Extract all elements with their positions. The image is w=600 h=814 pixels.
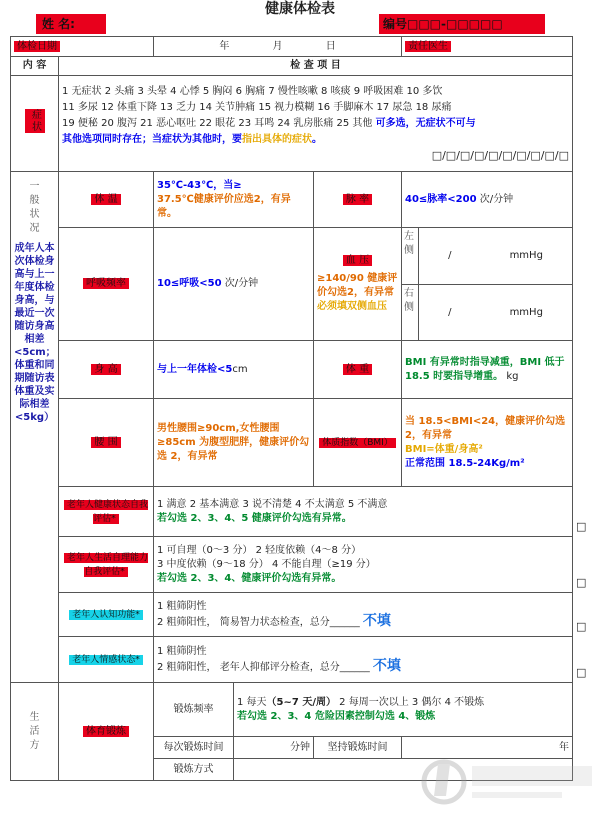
resp-unit: 次/分钟 xyxy=(224,278,259,289)
resp-value[interactable] xyxy=(154,228,314,341)
symptom-options[interactable] xyxy=(59,76,573,172)
bp-hint: ≥140/90 健康评价勾选2，有异常 xyxy=(317,273,398,298)
temp-range: 35℃-43℃，当≥ xyxy=(157,179,242,191)
weight-hint: BMI 有异常时指导减重，BMI 低于 18.5 时要指导增重。 xyxy=(405,356,565,382)
elder-mood-label-cell xyxy=(59,637,154,683)
elder-cog-label-cell xyxy=(59,593,154,637)
resp-range: 10≤呼吸<50 xyxy=(157,278,222,289)
bp-right-label: 右侧 xyxy=(402,285,419,340)
waist-label-cell xyxy=(59,399,154,487)
temp-hint: 37.5℃健康评价应选2，有异常。 xyxy=(157,193,291,219)
resp-label: 呼吸频率 xyxy=(83,278,129,289)
time-unit: 分钟 xyxy=(290,741,310,753)
temp-label-cell xyxy=(59,172,154,228)
general-label: 一般状况 xyxy=(29,181,40,234)
pulse-label-cell xyxy=(314,172,402,228)
elder-self-options[interactable] xyxy=(154,537,573,593)
elder-self-hint: 若勾选 2、3、4、健康评价勾选有异常。 xyxy=(157,572,342,584)
bmi-formula: BMI=体重/身高² xyxy=(405,443,483,455)
bp-left-slash: / xyxy=(448,250,452,261)
elder-cog-opt-1: 1 粗筛阴性 xyxy=(157,600,207,612)
doctor-label: 责任医生 xyxy=(405,41,451,52)
weight-unit: kg xyxy=(506,370,519,382)
elder-self-opt-2: 3 中度依赖（9～18 分） 4 不能自理（≥19 分） xyxy=(157,558,376,570)
height-value[interactable] xyxy=(154,341,314,399)
exercise-label-cell xyxy=(59,683,154,781)
bp-left-unit: mmHg xyxy=(509,250,543,261)
symptom-label: 症状 xyxy=(25,109,45,133)
bmi-value[interactable] xyxy=(402,399,573,487)
bp-label-cell xyxy=(314,228,402,341)
waist-hint: 男性腰围≥90cm,女性腰围≥85cm 为腹型肥胖，健康评价勾选 2，有异常 xyxy=(157,422,310,462)
time-label: 每次锻炼时间 xyxy=(154,737,234,759)
elder-cog-note: 不填 xyxy=(362,612,391,629)
page-title: 健康体检表 xyxy=(265,1,335,17)
weight-value[interactable] xyxy=(402,341,573,399)
symptom-hint-2: 其他选项同时存在；当症状为其他时，要 xyxy=(62,133,242,145)
elder-self-label: 老年人生活自理能力自我评估* xyxy=(64,553,148,577)
symptom-hint-end: 。 xyxy=(312,133,322,145)
elder-cog-opt-2: 2 粗筛阳性， 简易智力状态检查，总分 xyxy=(157,616,330,628)
bp-right-slash: / xyxy=(448,306,452,318)
height-label-cell xyxy=(59,341,154,399)
height-hint: 与上一年体检<5 xyxy=(157,363,233,375)
symptom-hint-3: 指出具体的症状 xyxy=(242,133,312,145)
general-note: 成年人本次体检身高与上一年度体检身高，与最近一次随访身高相差<5cm；体重和同期随访表体重及实际相差<5kg） xyxy=(14,243,56,423)
elder-mood-options[interactable]: 1 粗筛阴性 2 粗筛阳性， 老年人抑郁评分检查，总分______ 不填 xyxy=(154,637,573,683)
elder-self-label-cell xyxy=(59,537,154,593)
content-header: 内 容 xyxy=(11,57,59,76)
bp-value[interactable] xyxy=(402,228,573,341)
elder-self-opt-1: 1 可自理（0～3 分） 2 轻度依赖（4～8 分） xyxy=(157,544,362,556)
freq-label: 锻炼频率 xyxy=(154,683,234,737)
elder-cog-label: 老年人认知功能* xyxy=(69,610,143,620)
health-exam-table: 体检日期 年 月 日 责任医生 内 容 检 查 项 目 症状 1 无症状 2 头痛 3 头晕 4 心悸 5 胸闷 6 胸痛 7 慢性咳嗽 8 咳痰 9 呼吸困难 10 多饮 11 多尿 12 体重下降 13 乏力 14 关节肿痛 15 视力模糊 16 手脚麻木 17 尿急 18 尿痛 19 便秘 20 腹泻 21 恶心呕吐 22 眼花 23 耳鸣 24 乳房胀痛 25 其他 可多选，无症状不可与 其他选项同时存在；当症状为其他时，要指出具体的症状。 □/□/□/□/□/□/□/□/□/□ 一般状况 成年人本次体检身高与上一年度体检身高，与最近一次随访身高相差<5cm；体重和同期随访表体重及实际相差<5kg） 体 温 35℃-43℃，当≥ 37.5℃健康评价应选2，有异常。 脉 率 40≤脉率<200 次/分钟 呼吸频率 10≤呼吸<50 次/分钟 血 压 ≥140/90 健康评价勾选2，有异常 必须填双侧血压 左侧 / mmHg 右侧 / mmHg 身 高 与上一年体检<5cm 体 重 BMI 有异常时指导减重，BMI 低于 18.5 时要指导增重。 kg 腰 围 男性腰围≥90cm,女性腰围≥85cm 为腹型肥胖，健康评价勾选 2，有异常 体质指数（BMI） 当 18.5<BMI<24，健康评价勾选 2，有异常 BMI=体重/身高² 正常范围 18.5-24Kg/m² 老年人健康状态自我评估* 1 满意 2 基本满意 3 说不清楚 4 不太满意 5 不满意 若勾选 2、3、4、5 健康评价勾选有异常。 □ 老年人生活自理能力自我评估* 1 可自理（0～3 分） 2 轻度依赖（4～8 分） 3 中度依赖（9～18 分） 4 不能自理（≥19 分） 若勾选 2、3、4、健康评价勾选有异常。 □ 老年人认知功能* 1 粗筛阴性 2 粗筛阳性， 简易智力状态检查，总分______ 不填 □ 老年人情感状态* 1 粗筛阴性 2 粗筛阳性， 老年人抑郁评分检查，总分______ 不填 □ 生活方 体育锻炼 锻炼频率 1 每天（5~7 天/周） 2 每周一次以上 3 偶尔 4 不锻炼 若勾选 2、3、4 危险因素控制勾选 4、锻炼 每次锻炼时间 分钟 坚持锻炼时间 年 锻炼方式 xyxy=(10,36,573,781)
mode-label: 锻炼方式 xyxy=(154,759,234,781)
elder-health-label: 老年人健康状态自我评估* xyxy=(64,500,148,524)
id-label[interactable]: 编号□□□-□□□□□ xyxy=(379,14,545,34)
years-unit: 年 xyxy=(559,741,569,753)
elder-health-options[interactable] xyxy=(154,487,573,537)
freq-hint: 若勾选 2、3、4 危险因素控制勾选 4、锻炼 xyxy=(237,710,436,722)
elder-mood-opt-1: 1 粗筛阴性 xyxy=(157,645,207,657)
lifestyle-label-cell xyxy=(11,683,59,781)
watermark-logo-icon xyxy=(420,750,600,814)
lifestyle-label: 生活方 xyxy=(29,711,40,751)
symptom-label-cell xyxy=(11,76,59,172)
bmi-hint: 当 18.5<BMI<24，健康评价勾选 2，有异常 xyxy=(405,415,566,441)
date-row xyxy=(11,37,573,57)
bp-both-sides: 必须填双侧血压 xyxy=(317,301,387,312)
years-label: 坚持锻炼时间 xyxy=(314,737,402,759)
pulse-unit: 次/分钟 xyxy=(479,193,514,205)
time-input[interactable] xyxy=(234,737,314,759)
freq-options[interactable] xyxy=(234,683,573,737)
pulse-range: 40≤脉率<200 xyxy=(405,193,477,205)
elder-mood-note: 不填 xyxy=(372,657,401,674)
bp-right-unit: mmHg xyxy=(509,306,543,318)
weight-label: 体 重 xyxy=(343,364,372,375)
elder-health-choices: 1 满意 2 基本满意 3 说不清楚 4 不太满意 5 不满意 xyxy=(157,498,388,510)
elder-cog-options[interactable]: 1 粗筛阴性 2 粗筛阳性， 简易智力状态检查，总分______ 不填 xyxy=(154,593,573,637)
exam-date-cell xyxy=(11,37,154,57)
bmi-label-cell xyxy=(314,399,402,487)
waist-value[interactable] xyxy=(154,399,314,487)
year-label: 年 xyxy=(219,40,230,52)
weight-label-cell xyxy=(314,341,402,399)
elder-mood-opt-2: 2 粗筛阳性， 老年人抑郁评分检查，总分 xyxy=(157,661,340,673)
elder-health-hint: 若勾选 2、3、4、5 健康评价勾选有异常。 xyxy=(157,512,352,524)
elder-health-label-cell xyxy=(59,487,154,537)
symptom-line-1: 1 无症状 2 头痛 3 头晕 4 心悸 5 胸闷 6 胸痛 7 慢性咳嗽 8 咳痰 9 呼吸困难 10 多饮 xyxy=(62,85,443,97)
day-label: 日 xyxy=(325,40,336,52)
pulse-label: 脉 率 xyxy=(343,194,372,205)
exam-date-label: 体检日期 xyxy=(14,41,60,52)
symptom-line-3: 19 便秘 20 腹泻 21 恶心呕吐 22 眼花 23 耳鸣 24 乳房胀痛 25 其他 xyxy=(62,117,373,129)
general-label-cell xyxy=(11,172,59,683)
elder-mood-label: 老年人情感状态* xyxy=(69,655,143,665)
doctor-cell[interactable] xyxy=(402,37,573,57)
symptom-line-2: 11 多尿 12 体重下降 13 乏力 14 关节肿痛 15 视力模糊 16 手脚麻木 17 尿急 18 尿痛 xyxy=(62,101,452,113)
height-unit: cm xyxy=(232,363,248,375)
waist-label: 腰 围 xyxy=(91,437,120,448)
bp-label: 血 压 xyxy=(343,255,372,266)
symptom-checkboxes[interactable]: □/□/□/□/□/□/□/□/□/□ xyxy=(431,148,569,162)
symptom-hint-1: 可多选，无症状不可与 xyxy=(375,117,476,129)
temp-value[interactable] xyxy=(154,172,314,228)
bmi-label: 体质指数（BMI） xyxy=(319,438,396,448)
freq-opt-a: 1 每天 xyxy=(237,696,267,708)
date-input-cell[interactable] xyxy=(154,37,402,57)
freq-opt-c: 2 每周一次以上 3 偶尔 4 不锻炼 xyxy=(339,696,485,708)
items-header: 检 查 项 目 xyxy=(59,57,573,76)
temp-label: 体 温 xyxy=(91,194,120,205)
freq-opt-b: （5~7 天/周） xyxy=(266,696,336,708)
name-label[interactable]: 姓 名: xyxy=(36,14,106,34)
bmi-normal-range: 正常范围 18.5-24Kg/m² xyxy=(405,457,525,469)
bp-left-label: 左侧 xyxy=(402,228,419,284)
month-label: 月 xyxy=(272,40,283,52)
height-label: 身 高 xyxy=(91,364,120,375)
resp-label-cell xyxy=(59,228,154,341)
exercise-label: 体育锻炼 xyxy=(83,726,129,737)
pulse-value[interactable] xyxy=(402,172,573,228)
